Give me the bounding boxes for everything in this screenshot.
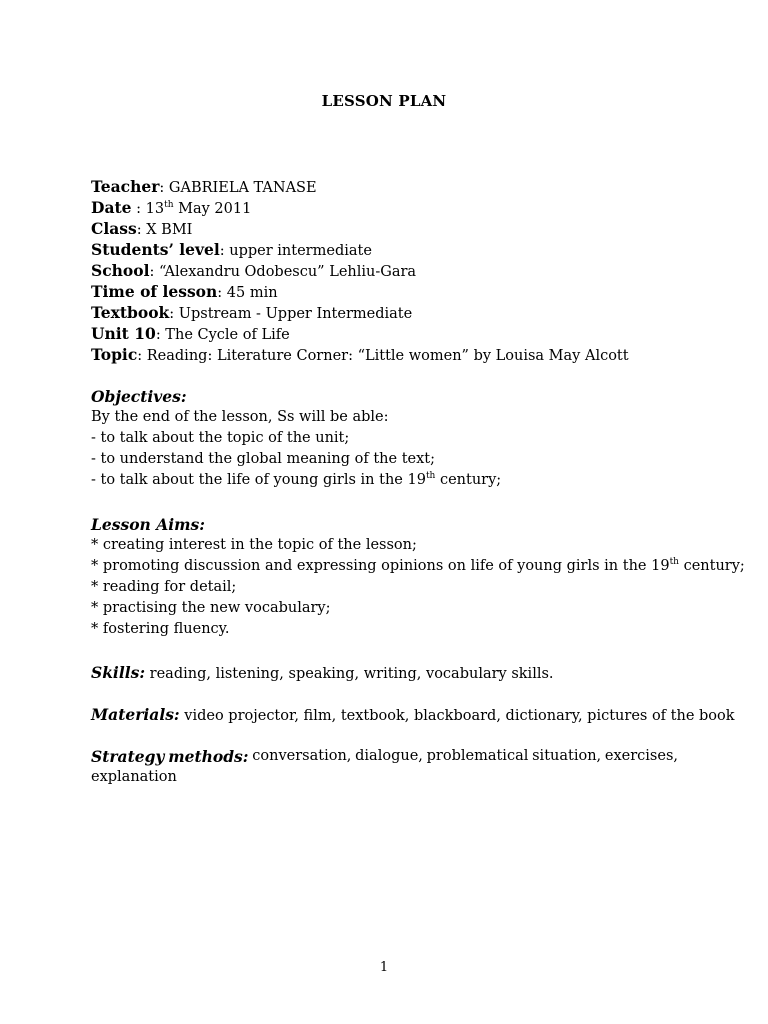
unit-label: Unit 10 — [91, 324, 156, 343]
date-day: : 13 — [131, 201, 165, 217]
strategy-heading-word-2: methods: — [168, 747, 249, 766]
lesson-info-block — [91, 176, 681, 365]
objectives-section — [91, 386, 681, 491]
skills-section — [91, 662, 681, 683]
teacher-label: Teacher — [91, 177, 160, 196]
skills-text: reading, listening, speaking, writing, vocabulary skills. — [145, 666, 554, 682]
time-value: : 45 min — [217, 285, 278, 301]
date-ordinal: th — [164, 200, 174, 210]
textbook-value: : Upstream - Upper Intermediate — [169, 306, 413, 322]
strategy-heading-word-1: Strategy — [91, 747, 165, 766]
list-item: * fostering fluency. — [91, 621, 230, 637]
strategy-word: situation, — [532, 748, 602, 764]
list-item: - to understand the global meaning of the text; — [91, 451, 436, 467]
strategy-word: conversation, — [252, 748, 352, 764]
objective-3-end: century; — [435, 472, 502, 488]
materials-text: video projector, film, textbook, blackboard, dictionary, pictures of the book — [179, 708, 735, 724]
skills-heading: Skills: — [91, 663, 146, 682]
class-line — [91, 218, 681, 239]
time-label: Time of lesson — [91, 282, 218, 301]
aim-2-end: century; — [678, 558, 745, 574]
textbook-label: Textbook — [91, 303, 170, 322]
level-line — [91, 239, 681, 260]
ordinal-suffix: th — [425, 471, 436, 481]
school-line — [91, 260, 681, 281]
aim-2-text: * promoting discussion and expressing opinions on life of young girls in the 19 — [91, 558, 670, 574]
strategy-word: exercises, — [604, 748, 678, 764]
class-label: Class — [91, 219, 137, 238]
school-label: School — [91, 261, 150, 280]
date-rest: May 2011 — [173, 201, 252, 217]
list-item — [91, 470, 681, 491]
topic-label: Topic — [91, 345, 138, 364]
strategy-first-line — [91, 746, 678, 767]
aims-heading: Lesson Aims: — [91, 515, 205, 534]
list-item: * reading for detail; — [91, 579, 237, 595]
unit-line — [91, 323, 681, 344]
level-label: Students’ level — [91, 240, 220, 259]
objective-3-text: - to talk about the life of young girls in the 19 — [91, 472, 426, 488]
objectives-heading: Objectives: — [91, 387, 187, 406]
teacher-line — [91, 176, 681, 197]
level-value: : upper intermediate — [219, 243, 372, 259]
time-line — [91, 281, 681, 302]
strategy-word: dialogue, — [355, 748, 423, 764]
strategy-section — [91, 746, 681, 788]
objectives-intro: By the end of the lesson, Ss will be able: — [91, 409, 389, 425]
topic-value: : Reading: Literature Corner: “Little women” by Louisa May Alcott — [137, 348, 629, 364]
materials-heading: Materials: — [91, 705, 180, 724]
list-item — [91, 556, 745, 577]
topic-line — [91, 344, 681, 365]
ordinal-suffix: th — [669, 557, 679, 567]
date-line — [91, 197, 681, 218]
page-number: 1 — [379, 960, 389, 975]
school-value: : “Alexandru Odobescu” Lehliu-Gara — [149, 264, 417, 280]
strategy-word: problematical — [426, 748, 529, 764]
materials-section — [91, 704, 735, 725]
unit-value: : The Cycle of Life — [155, 327, 290, 343]
list-item: * creating interest in the topic of the lesson; — [91, 537, 417, 553]
list-item: * practising the new vocabulary; — [91, 600, 331, 616]
textbook-line — [91, 302, 681, 323]
class-value: : X BMI — [136, 222, 193, 238]
list-item: - to talk about the topic of the unit; — [91, 430, 350, 446]
strategy-last-line: explanation — [91, 769, 177, 785]
date-label: Date — [91, 198, 132, 217]
teacher-value: : GABRIELA TANASE — [159, 180, 317, 196]
lesson-aims-section — [91, 514, 745, 640]
page-title: LESSON PLAN — [321, 92, 447, 110]
